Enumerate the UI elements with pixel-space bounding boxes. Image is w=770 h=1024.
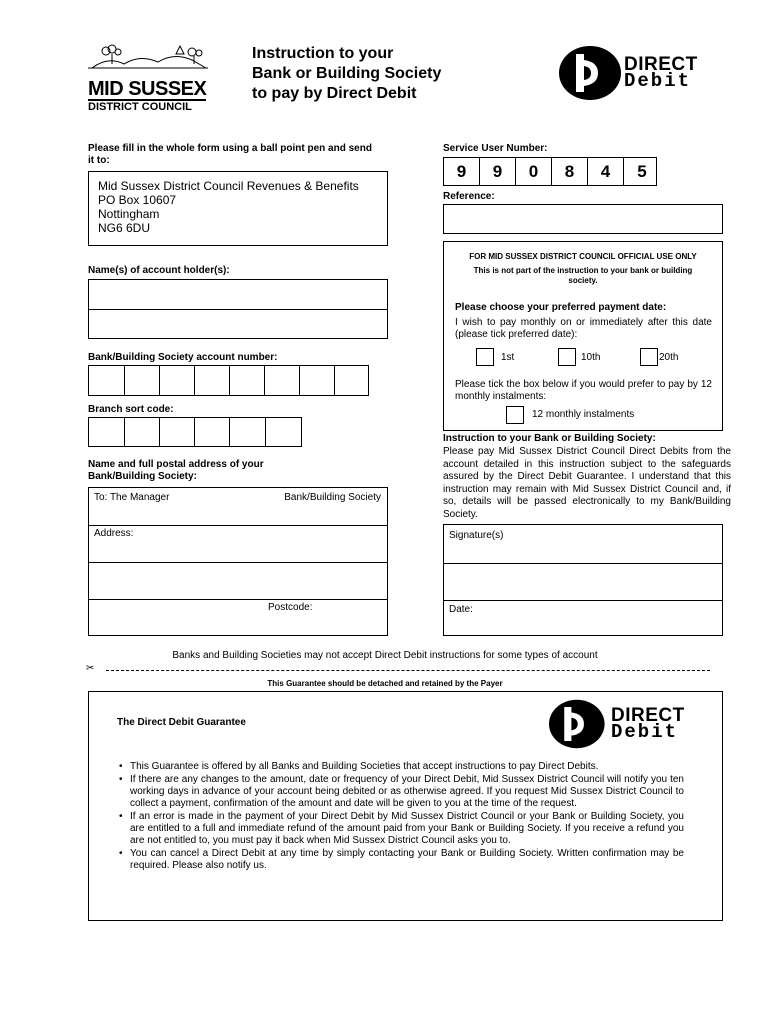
official-use-title: FOR MID SUSSEX DISTRICT COUNCIL OFFICIAL USE ONLY: [469, 252, 697, 261]
sort-code-field[interactable]: [88, 417, 302, 447]
service-user-digit: 4: [588, 158, 624, 185]
page-title: [252, 44, 512, 104]
scissors-icon: ✂: [86, 663, 95, 674]
guarantee-item: • If an error is made in the payment of your Direct Debit by Mid Sussex District Council or your Bank or Building Society, you are entitled to a full and immediate refund of the amount paid from your Bank or Building Society. If you receive a refund you are not entitled to, you must pay it back when Mid Sussex District Council asks you to.: [117, 811, 684, 847]
service-user-digit: 9: [444, 158, 480, 185]
council-landscape-icon: [88, 42, 210, 72]
bank-building-society-text: Bank/Building Society: [284, 492, 381, 503]
council-name: MID SUSSEX: [88, 78, 207, 100]
direct-debit-logo: [554, 44, 698, 102]
dd-logo-direct: DIRECT: [624, 54, 698, 75]
instalments-label: 12 monthly instalments: [532, 409, 635, 420]
title-line-3: to pay by Direct Debit: [252, 85, 417, 102]
date-1st-checkbox[interactable]: [476, 348, 494, 366]
service-user-digit: 0: [516, 158, 552, 185]
address-line: Mid Sussex District Council Revenues & Benefits: [98, 179, 359, 193]
service-user-digit: 8: [552, 158, 588, 185]
to-manager-text: To: The Manager: [94, 492, 170, 503]
return-address-box: [88, 171, 388, 246]
service-user-number: [443, 157, 657, 186]
title-line-1: Instruction to your: [252, 45, 394, 62]
payment-date-text: I wish to pay monthly on or immediately after this date (please tick preferred date):: [455, 317, 712, 340]
date-1st-label: 1st: [501, 352, 515, 363]
fill-instruction: Please fill in the whole form using a ball point pen and send it to:: [88, 143, 372, 166]
address-label: Address:: [94, 528, 134, 539]
instalments-checkbox[interactable]: [506, 406, 524, 424]
detach-note: This Guarantee should be detached and retained by the Payer: [267, 679, 503, 688]
official-use-note: This is not part of the instruction to your bank or building society.: [473, 266, 693, 285]
direct-debit-icon: [554, 44, 622, 102]
account-number-field[interactable]: [88, 365, 369, 396]
dd-logo-direct: DIRECT: [611, 705, 685, 726]
bank-address-field[interactable]: [88, 487, 388, 636]
guarantee-dd-logo: [541, 698, 685, 750]
address-line: NG6 6DU: [98, 221, 151, 235]
guarantee-box: [88, 691, 723, 921]
signature-date-box[interactable]: [443, 524, 723, 636]
official-use-box: [443, 241, 723, 431]
date-20th-checkbox[interactable]: [640, 348, 658, 366]
council-logo: [88, 42, 210, 113]
guarantee-item: • If there are any changes to the amount, date or frequency of your Direct Debit, Mid Sussex District Council will notify you ten working days in advance of your account being debited or as otherwise agreed. If you request Mid Sussex District Council to collect a payment, confirmation of the amount and date will be given to you at the time of the request.: [117, 774, 684, 810]
date-label: Date:: [449, 604, 473, 615]
instalment-text: Please tick the box below if you would prefer to pay by 12 monthly instalments:: [455, 379, 712, 402]
reference-label: Reference:: [443, 191, 495, 202]
cut-line: [106, 670, 710, 671]
instruction-text: Please pay Mid Sussex District Council Direct Debits from the account detailed in this instruction subject to the safeguards assured by the Direct Debit Guarantee. I understand that this instruction may remain with Mid Sussex District Council and, if so, details will be passed electronically to my Bank/Building Society.: [443, 446, 731, 520]
reference-field[interactable]: [443, 204, 723, 234]
address-line: Nottingham: [98, 207, 160, 221]
signature-label: Signature(s): [449, 530, 504, 541]
instruction-heading: Instruction to your Bank or Building Society:: [443, 433, 656, 444]
account-number-label: Bank/Building Society account number:: [88, 352, 278, 363]
payment-date-heading: Please choose your preferred payment date:: [455, 302, 667, 313]
guarantee-item: • This Guarantee is offered by all Banks and Building Societies that accept instructions to pay Direct Debits.: [117, 761, 684, 773]
guarantee-list: [117, 761, 684, 873]
sort-code-label: Branch sort code:: [88, 404, 174, 415]
date-20th-label: 20th: [659, 352, 679, 363]
guarantee-title: The Direct Debit Guarantee: [117, 717, 246, 728]
direct-debit-icon: [541, 698, 609, 750]
date-10th-checkbox[interactable]: [558, 348, 576, 366]
account-type-notice: Banks and Building Societies may not accept Direct Debit instructions for some types of account: [172, 650, 598, 661]
date-10th-label: 10th: [581, 352, 601, 363]
guarantee-item: • You can cancel a Direct Debit at any time by simply contacting your Bank or Building Society. Written confirmation may be required. Please also notify us.: [117, 848, 684, 872]
service-user-digit: 5: [637, 162, 647, 181]
postcode-label: Postcode:: [268, 602, 313, 613]
dd-logo-debit: Debit: [611, 721, 679, 743]
address-line: PO Box 10607: [98, 193, 177, 207]
account-holder-label: Name(s) of account holder(s):: [88, 265, 230, 276]
account-holder-field[interactable]: [88, 279, 388, 339]
service-user-label: Service User Number:: [443, 143, 548, 154]
dd-logo-debit: Debit: [624, 70, 692, 92]
service-user-digit: 9: [480, 158, 516, 185]
bank-address-label: Name and full postal address of your Bank/Building Society:: [88, 459, 264, 482]
title-line-2: Bank or Building Society: [252, 65, 442, 82]
council-subtitle: DISTRICT COUNCIL: [88, 101, 192, 113]
